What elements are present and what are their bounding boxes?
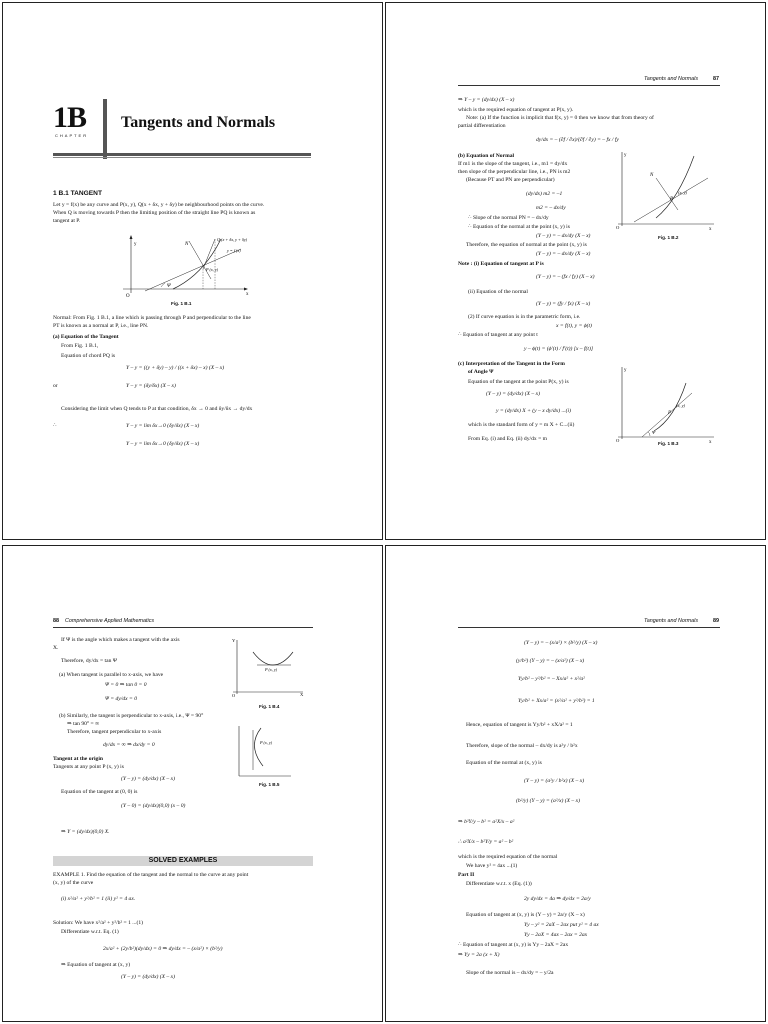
text-line: ∴ Equation of the normal at the point (x, y) is <box>468 224 570 230</box>
text-line: Part II <box>458 872 475 878</box>
fig1-caption: Fig. 1 B.1 <box>171 301 192 306</box>
text-line: Solution: We have x²/a² + y²/b² = 1 ...(1) <box>53 920 143 926</box>
text-line: EXAMPLE 1. Find the equation of the tangent and the normal to the curve at any point <box>53 872 249 878</box>
text-line: (Y – y) = (dy/dx) (X – x) <box>121 974 175 980</box>
text-line: y = (dy/dx) X + (y – x dy/dx) ...(i) <box>496 408 571 414</box>
text-line: 2y dy/dx = 4a ⇒ dy/dx = 2a/y <box>524 896 591 902</box>
intro-line: tangent at P. <box>53 218 81 224</box>
intro-line: Let y = f(x) be any curve and P(x, y), Q(x + δx, y + δy) be neighbourhood points on the curve. <box>53 202 265 208</box>
text-line: Therefore, tangent perpendicular to x-axis <box>67 729 162 735</box>
text-line: Equation of the normal at (x, y) is <box>466 760 542 766</box>
figure-1b3 <box>616 363 716 443</box>
text-line: (a) When tangent is parallel to x-axis, we have <box>59 672 164 678</box>
text-line: (Y – y) = (fy / fx) (X – x) <box>536 301 591 307</box>
section-heading: 1 B.1 TANGENT <box>53 190 102 197</box>
chapter-label: CHAPTER <box>55 133 89 138</box>
text-line: (Because PT and PN are perpendicular) <box>466 177 555 183</box>
from-fig-text: From Fig. 1 B.1, <box>61 343 99 349</box>
chapter-title: Tangents and Normals <box>121 114 276 131</box>
text-line: Differentiate w.r.t. Eq. (1) <box>61 929 119 935</box>
text-line: ⇒ tan 90° = ∞ <box>67 721 100 727</box>
text-line: Therefore, dy/dx = tan Ψ <box>61 658 117 664</box>
fig1-y-axis: y <box>134 242 137 247</box>
text-line: Equation of tangent at (x, y) is (Y – y) = 2a/y (X – x) <box>466 912 585 918</box>
figure-1b4 <box>231 636 311 698</box>
fig2-p-label: P <box>670 197 674 202</box>
figure-1b2 <box>616 148 716 230</box>
fig2-y-axis: y <box>624 153 627 158</box>
text-line: (Y – 0) = (dy/dx)(0,0) (x – 0) <box>121 803 186 809</box>
page-number: 88 <box>53 618 59 624</box>
text-line: Equation of the tangent at (0, 0) is <box>61 789 138 795</box>
text-line: (Y – y) = – (x/a²) × (b²/y) (X – x) <box>524 640 598 646</box>
fig5-caption: Fig. 1 B.5 <box>259 782 280 787</box>
fig3-x-axis: x <box>709 440 712 443</box>
fig3-xy-label: (x, y) <box>676 403 686 408</box>
text-line: partial differentiation <box>458 123 506 129</box>
fig3-y-axis: y <box>624 368 627 373</box>
fig4-caption: Fig. 1 B.4 <box>259 704 280 709</box>
text-line: x = f(t), y = ϕ(t) <box>556 323 592 329</box>
solved-examples-banner: SOLVED EXAMPLES <box>53 856 313 866</box>
text-line: ⇒ Yy = 2a (x + X) <box>458 952 500 958</box>
fig1-n-label: N <box>185 242 189 247</box>
text-line: dy/dx = – (∂f / ∂x)/(∂f / ∂y) = – fx / fy <box>536 137 619 143</box>
text-line: (Y – y) = – dx/dy (X – x) <box>536 251 591 257</box>
page-87 <box>385 2 766 540</box>
equation-3: Y – y = lim δx→0 (δy/δx) (X – x) <box>126 423 200 429</box>
text-line: ∴ a²X/x – b²Y/y = a² – b² <box>458 839 514 845</box>
chapter-divider <box>103 99 107 159</box>
text-line: (2) If curve equation is in the parametric form, i.e. <box>468 314 581 320</box>
page-86 <box>2 2 383 540</box>
text-line: X. <box>53 645 59 651</box>
fig4-p-label: P (x, y) <box>265 667 278 672</box>
text-line: ⇒ Y = (dy/dx)(0,0) X. <box>61 829 110 835</box>
text-line: ⇒ Y – y = (dy/dx) (X – x) <box>458 97 515 103</box>
text-line: which is the required equation of the normal <box>458 854 558 860</box>
running-header: Comprehensive Applied Mathematics <box>65 618 155 624</box>
text-line: Yy/b² + Xx/a² = (x²/a² + y²/b²) = 1 <box>518 698 595 704</box>
intro-line: When Q is moving towards P then the limiting position of the straight line PQ is known as <box>53 210 256 216</box>
text-line: (Y – y) = (dy/dx) (X – x) <box>486 391 540 397</box>
fig1-p-label: P (x, y) <box>206 267 219 272</box>
page-89 <box>385 545 766 1022</box>
text-line: (dy/dx) m2 = –1 <box>526 191 563 197</box>
text-line: (b) Similarly, the tangent is perpendicular to x-axis, i.e., Ψ = 90° <box>59 713 204 719</box>
page-number: 89 <box>713 618 719 624</box>
text-line: ∴ Equation of tangent at any point t <box>458 332 538 338</box>
title-rule <box>53 153 311 156</box>
text-line: Note : (i) Equation of tangent at P is <box>458 261 544 267</box>
fig3-caption: Fig. 1 B.3 <box>658 441 679 446</box>
fig5-p-label: P (x, y) <box>260 740 273 745</box>
text-line: m2 = – dx/dy <box>536 205 566 211</box>
text-line: (Y – y) = (dy/dx) (X – x) <box>121 776 175 782</box>
fig1-angle: Ψ <box>167 284 171 289</box>
header-rule <box>53 627 313 628</box>
text-line: dy/dx = ∞ ⇒ dx/dy = 0 <box>103 742 155 748</box>
text-line: ∴ Slope of the normal PN = – dx/dy <box>468 215 549 221</box>
fig4-origin: O <box>232 693 236 698</box>
text-line: Yy – y² = 2aX – 2ax put y² = 4 ax <box>524 922 599 928</box>
text-line: (Y – y) = (a²y / b²x) (X – x) <box>524 778 585 784</box>
text-line: 2x/a² + (2y/b²)(dy/dx) = 0 ⇒ dy/dx = – (x/a²) × (b²/y) <box>103 946 223 952</box>
text-line: From Eq. (i) and Eq. (ii) dy/dx = m <box>468 436 547 442</box>
text-line: (y/b²) (Y – y) = – (x/a²) (X – x) <box>516 658 585 664</box>
text-line: Tangent at the origin <box>53 756 103 762</box>
page-number: 87 <box>713 76 719 82</box>
text-line: ⇒ b²Y/y – b² = a²X/x – a² <box>458 819 515 825</box>
title-rule-thin <box>53 157 311 158</box>
text-line: (Y – y) = – dx/dy (X – x) <box>536 233 591 239</box>
text-line: ⇒ Equation of tangent at (x, y) <box>61 962 131 968</box>
fig3-p-label: P <box>668 411 672 416</box>
text-line: Tangents at any point P (x, y) is <box>53 764 124 770</box>
text-line: ∴ Equation of tangent at (x, y) is Yy – 2aX = 2ax <box>458 942 569 948</box>
fig1-curve-label: y = f (x) <box>227 248 241 253</box>
text-line: Differentiate w.r.t. x (Eq. (1)) <box>466 881 532 887</box>
fig2-x-axis: x <box>709 227 712 230</box>
figure-1b5 <box>233 724 313 778</box>
fig2-xy-label: (x, y) <box>678 190 688 195</box>
chord-label: Equation of chord PQ is <box>61 353 116 359</box>
text-line: Therefore, slope of the normal – dx/dy is a²y / b²x <box>466 743 578 749</box>
fig4-y-axis: Y <box>232 638 236 643</box>
text-line: of Angle Ψ <box>468 369 494 375</box>
text-line: which is the required equation of tangent at P(x, y). <box>458 107 574 113</box>
fig1-origin: O <box>126 294 130 299</box>
text-line: (ii) Equation of the normal <box>468 289 528 295</box>
fig1-q-label: Q (x + δx, y + δy) <box>217 237 248 242</box>
text-line: Note: (a) If the function is implicit that f(x, y) = 0 then we know that from theory of <box>466 115 654 121</box>
text-line: which is the standard form of y = m X + C...(ii) <box>468 422 575 428</box>
fig3-angle: Ψ <box>652 430 656 435</box>
text-line: (b) Equation of Normal <box>458 153 515 159</box>
text-line: Slope of the normal is – dx/dy = – y/2a <box>466 970 554 976</box>
running-header: Tangents and Normals <box>644 618 699 624</box>
chapter-number: 1B <box>53 101 87 134</box>
text-line: (x, y) of the curve <box>53 880 94 886</box>
text-line: If Ψ is the angle which makes a tangent with the axis <box>61 637 180 643</box>
text-line: Equation of the tangent at the point P(x, y) is <box>468 379 569 385</box>
or-label: or <box>53 383 58 389</box>
header-rule <box>458 627 720 628</box>
fig2-caption: Fig. 1 B.2 <box>658 235 679 240</box>
header-rule <box>458 85 720 86</box>
equation-4: Y – y = lim δx→0 (δy/δx) (X – x) <box>126 441 200 447</box>
text-line: then slope of the perpendicular line, i.e., PN is m2 <box>458 169 571 175</box>
figure-1b1 <box>103 231 263 301</box>
text-line: If m1 is the slope of the tangent, i.e., m1 = dy/dx <box>458 161 568 167</box>
equation-1: Y – y = ((y + δy) – y) / ((x + δx) – x) (X – x) <box>126 365 225 371</box>
fig3-origin: O <box>616 438 620 443</box>
text-line: (i) x²/a² + y²/b² = 1 (ii) y² = 4 ax. <box>61 896 136 902</box>
fig2-origin: O <box>616 225 620 230</box>
text-line: Ψ = dy/dx = 0 <box>105 696 137 702</box>
limit-text: Considering the limit when Q tends to P at that condition, δx → 0 and δy/δx → dy/dx <box>61 406 253 412</box>
equation-2: Y – y = (δy/δx) (X – x) <box>126 383 176 389</box>
running-header: Tangents and Normals <box>644 76 699 82</box>
text-line: (Y – y) = – (fx / fy) (X – x) <box>536 274 595 280</box>
text-line: (c) Interpretation of the Tangent in the Form <box>458 361 565 367</box>
text-line: Hence, equation of tangent is Yy/b² + xX/a² = 1 <box>466 722 573 728</box>
text-line: (b²/y) (Y – y) = (a²/x) (X – x) <box>516 798 580 804</box>
fig4-x-axis: X <box>300 692 304 697</box>
text-line: We have y² = 4ax ...(1) <box>466 863 518 869</box>
text-line: Therefore, the equation of normal at the point (x, y) is <box>466 242 587 248</box>
normal-line: Normal: From Fig. 1 B.1, a line which is passing through P and perpendicular to the line <box>53 315 251 321</box>
page-88 <box>2 545 383 1022</box>
fig2-n-label: N <box>650 173 654 178</box>
text-line: Yy – 2aX = 4ax – 2ax = 2ax <box>524 932 588 938</box>
normal-line: PT is known as a normal at P, i.e., line PN. <box>53 323 149 329</box>
eq-tangent-heading: (a) Equation of the Tangent <box>53 334 119 340</box>
text-line: Yy/b² – y²/b² = – Xx/a² + x²/a² <box>518 676 585 682</box>
fig1-x-axis: x <box>246 292 249 297</box>
text-line: Ψ = 0 ⇒ tan 0 = 0 <box>105 682 147 688</box>
text-line: y – ϕ(t) = (ϕ′(t) / f′(t)) [x – f(t)] <box>524 346 594 352</box>
therefore-symbol: ∴ <box>53 423 57 429</box>
